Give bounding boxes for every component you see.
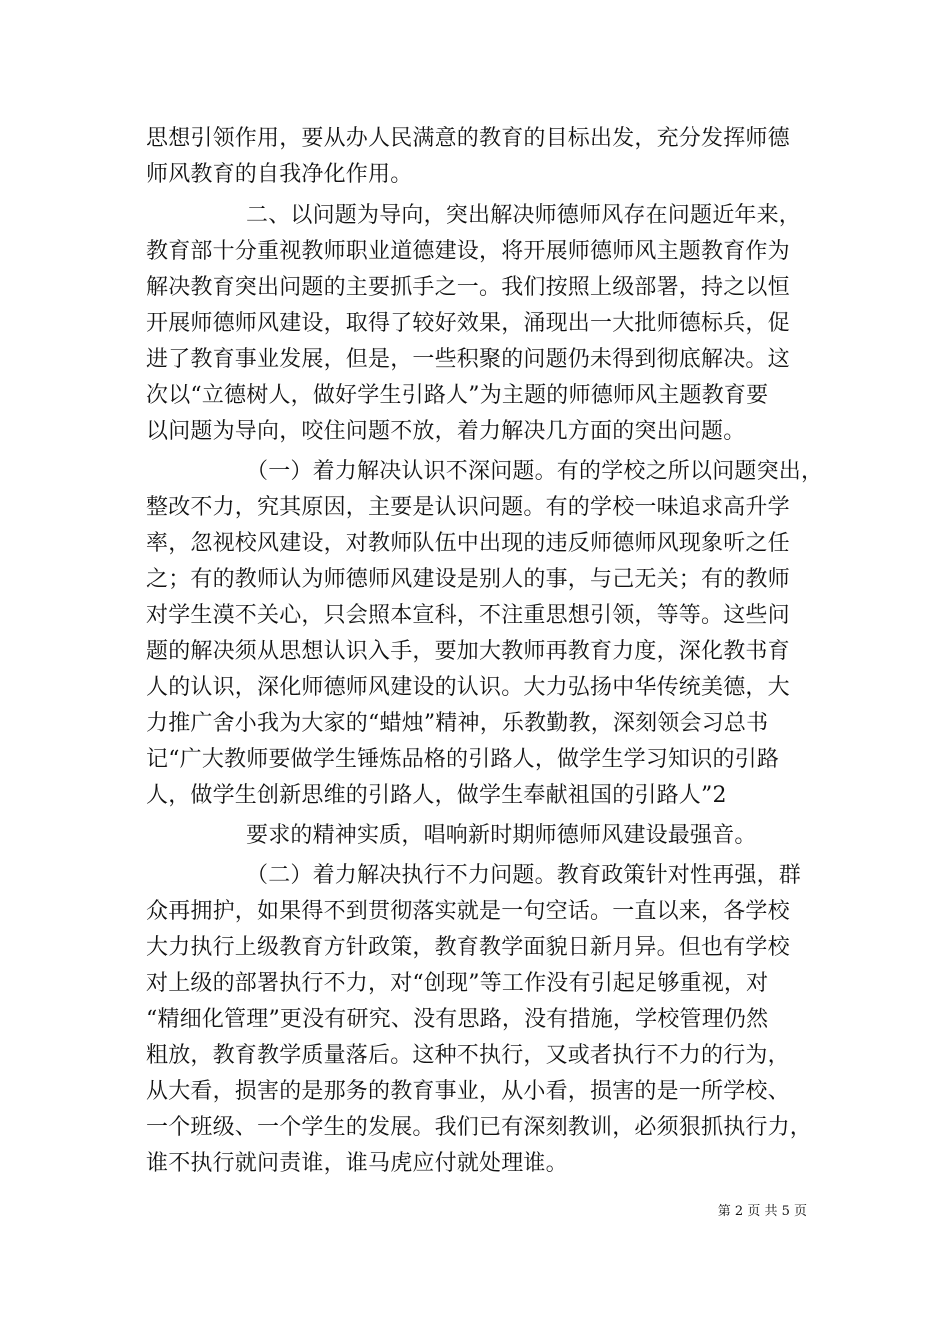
text-line: 进了教育事业发展，但是，一些积聚的问题仍未得到彻底解决。这 [146,347,790,372]
text-line: 教育部十分重视教师职业道德建设，将开展师德师风主题教育作为 [146,239,790,264]
text-line: 以问题为导向，咬住问题不放，着力解决几方面的突出问题。 [146,419,746,444]
text-line: 人的认识，深化师德师风建设的认识。大力弘扬中华传统美德，大 [146,675,790,700]
text-line: 之；有的教师认为师德师风建设是别人的事，与己无关；有的教师 [146,567,790,592]
text-line: 解决教育突出问题的主要抓手之一。我们按照上级部署，持之以恒 [146,275,790,300]
text-line: 率，忽视校风建设，对教师队伍中出现的违反师德师风现象听之任 [146,531,790,556]
page-number: 第 2 页 共 5 页 [717,1204,807,1219]
text-line: 一个班级、一个学生的发展。我们已有深刻教训，必须狠抓执行力， [146,1115,813,1140]
text-line: 要求的精神实质，唱响新时期师德师风建设最强音。 [246,823,757,848]
text-line: 力推广舍小我为大家的“蜡烛”精神，乐教勤教，深刻领会习总书 [146,711,769,736]
text-line: “精细化管理”更没有研究、没有思路，没有措施，学校管理仍然 [146,1007,769,1032]
section-heading: 二、以问题为导向，突出解决师德师风存在问题近年来， [246,203,802,228]
text-line: 开展师德师风建设，取得了较好效果，涌现出一大批师德标兵，促 [146,311,790,336]
text-line: 从大看，损害的是那务的教育事业，从小看，损害的是一所学校、 [146,1079,790,1104]
text-line: 整改不力，究其原因，主要是认识问题。有的学校一味追求高升学 [146,495,790,520]
text-line: 众再拥护，如果得不到贯彻落实就是一句空话。一直以来，各学校 [146,899,790,924]
subsection-heading: （一）着力解决认识不深问题。有的学校之所以问题突出， [246,459,824,484]
text-line: 题的解决须从思想认识入手，要加大教师再教育力度，深化教书育 [146,639,790,664]
text-line: 谁不执行就问责谁，谁马虎应付就处理谁。 [146,1151,568,1176]
text-line: 大力执行上级教育方针政策，教育教学面貌日新月异。但也有学校 [146,935,790,960]
text-line: 师风教育的自我净化作用。 [146,162,413,187]
text-line: 人，做学生创新思维的引路人，做学生奉献祖国的引路人”2 [146,783,727,808]
text-line: 对上级的部署执行不力，对“创现”等工作没有引起足够重视，对 [146,971,769,996]
text-line: 思想引领作用，要从办人民满意的教育的目标出发，充分发挥师德 [146,126,790,151]
text-line: 记“广大教师要做学生锤炼品格的引路人，做学生学习知识的引路 [146,747,780,772]
text-line: 粗放，教育教学质量落后。这种不执行，又或者执行不力的行为， [146,1043,790,1068]
subsection-heading: （二）着力解决执行不力问题。教育政策针对性再强，群 [246,863,802,888]
text-line: 对学生漠不关心，只会照本宣科，不注重思想引领，等等。这些问 [146,603,790,628]
text-line: 次以“立德树人，做好学生引路人”为主题的师德师风主题教育要 [146,383,769,408]
